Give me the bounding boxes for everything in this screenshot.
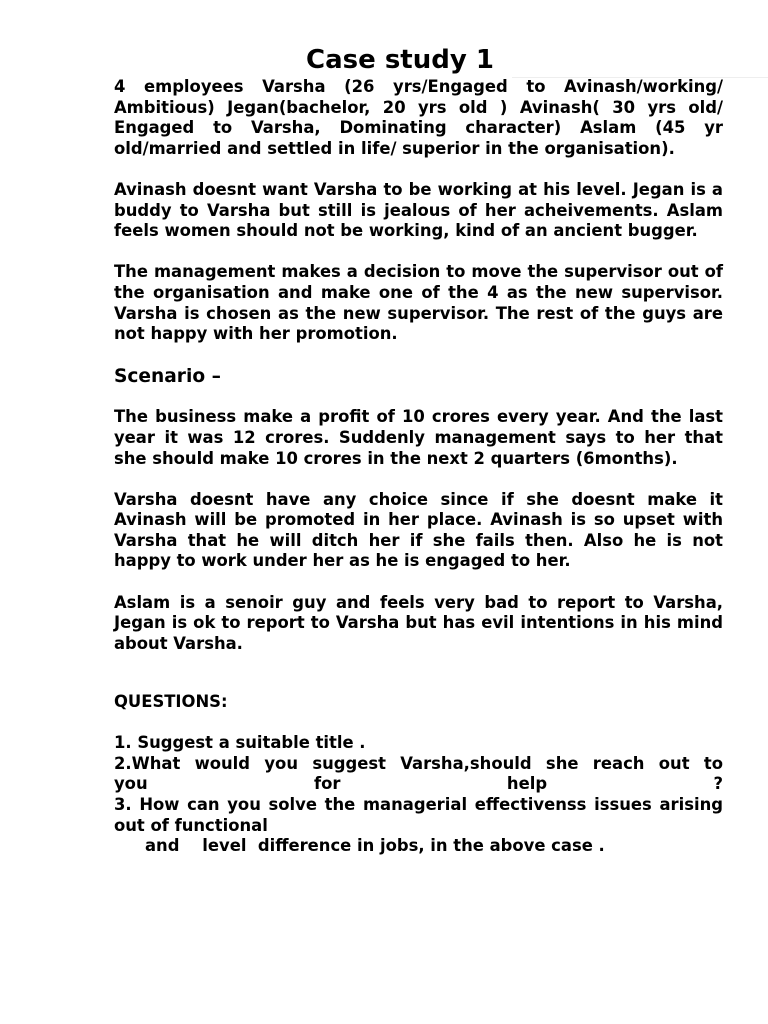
scenario-heading: Scenario –: [114, 366, 221, 388]
question-3-line-2: and level difference in jobs, in the above case .: [145, 836, 605, 856]
document-body: [114, 77, 723, 857]
page-title: Case study 1: [306, 45, 494, 75]
question-3-line-1: 3. How can you solve the managerial effectivenss issues arising out of functional: [114, 795, 723, 835]
question-1: 1. Suggest a suitable title .: [114, 733, 366, 753]
scenario-paragraph-profit: The business make a profit of 10 crores every year. And the last year it was 12 crores. Suddenly management says to her that she should make 10 crores in the next 2 quarters (6months).: [114, 407, 723, 468]
questions-heading: QUESTIONS:: [114, 692, 228, 712]
intro-paragraph-relationships: Avinash doesnt want Varsha to be working at his level. Jegan is a buddy to Varsha but still is jealous of her acheivements. Aslam feels women should not be working, kind of an ancient bugger.: [114, 179, 723, 241]
scenario-paragraph-pressure: Varsha doesnt have any choice since if she doesnt make it Avinash will be promoted in her place. Avinash is so upset with Varsha that he will ditch her if she fails then. Also he is not happy to work under her as he is engaged to her.: [114, 489, 723, 571]
scenario-paragraph-reporting: Aslam is a senoir guy and feels very bad to report to Varsha, Jegan is ok to report to Varsha but has evil intentions in his mind about Varsha.: [114, 592, 723, 653]
question-2-line-2: you for help ?: [114, 774, 723, 794]
intro-paragraph-promotion: The management makes a decision to move the supervisor out of the organisation and make one of the 4 as the new supervisor. Varsha is chosen as the new supervisor. The rest of the guys are not happy with her promotion.: [114, 262, 723, 344]
question-2-line-1: 2.What would you suggest Varsha,should she reach out to: [114, 753, 723, 773]
intro-paragraph-employees: 4 employees Varsha (26 yrs/Engaged to Avinash/working/ Ambitious) Jegan(bachelor, 20 yrs old ) Avinash( 30 yrs old/ Engaged to Varsha, Dominating character) Aslam (45 yr old/married and settled in life/ superior in the organisation).: [114, 77, 723, 158]
spacer: [114, 713, 723, 734]
